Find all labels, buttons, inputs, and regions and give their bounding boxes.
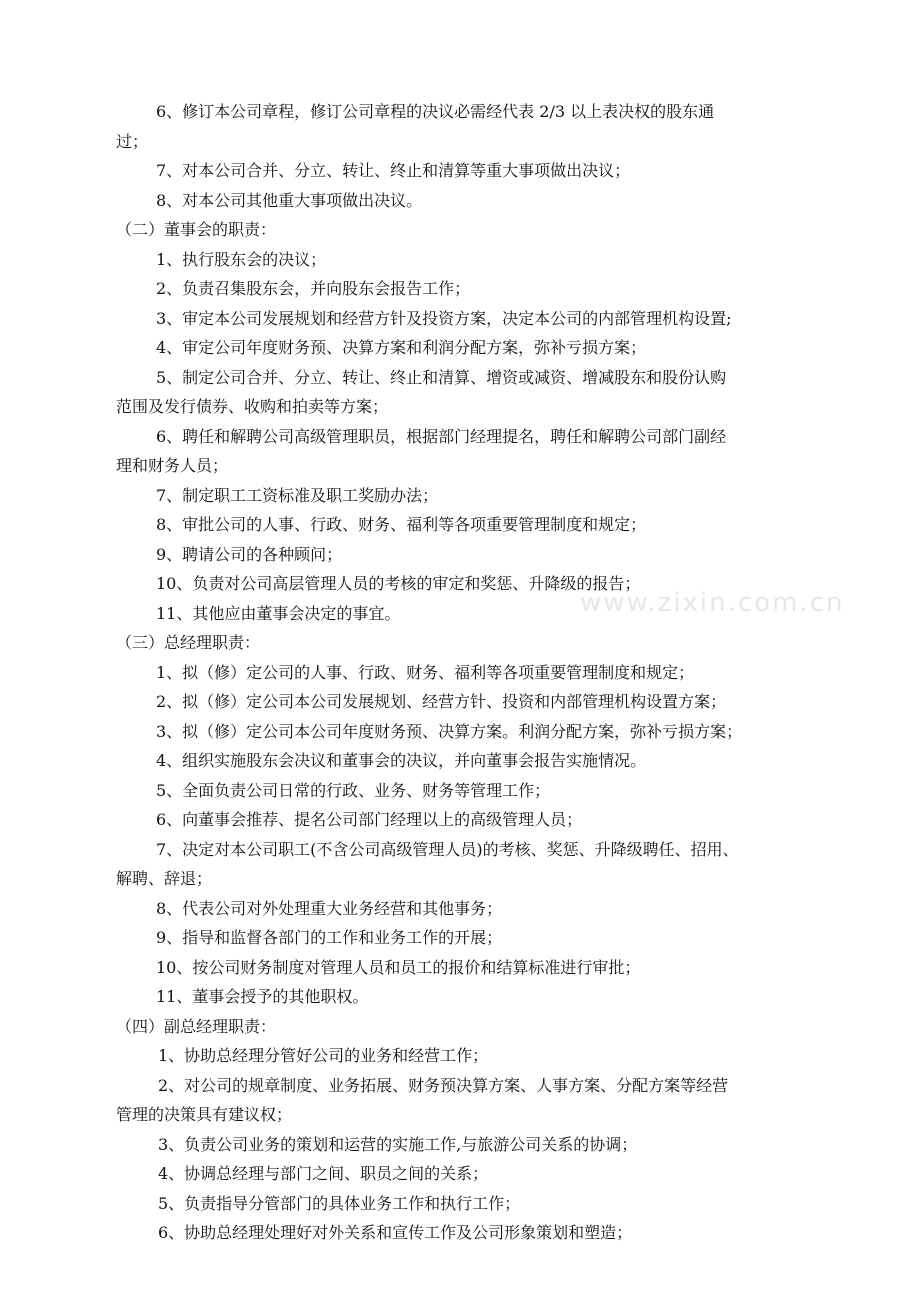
list-item: 2、拟（修）定公司本公司发展规划、经营方针、投资和内部管理机构设置方案；: [156, 692, 727, 711]
list-item: 7、对本公司合并、分立、转让、终止和清算等重大事项做出决议；: [156, 161, 631, 180]
list-item: 8、审批公司的人事、行政、财务、福利等各项重要管理制度和规定；: [156, 515, 647, 534]
list-item: 5、制定公司合并、分立、转让、终止和清算、增资或减资、增减股东和股份认购: [156, 367, 727, 387]
list-item: 6、聘任和解聘公司高级管理职员，根据部门经理提名，聘任和解聘公司部门副经: [156, 426, 727, 446]
list-item: 2、对公司的规章制度、业务拓展、财务预决算方案、人事方案、分配方案等经营: [158, 1075, 729, 1095]
list-item: 11、董事会授予的其他职权。: [156, 987, 369, 1006]
list-item-continuation: 解聘、辞退；: [116, 869, 213, 888]
list-item: 8、代表公司对外处理重大业务经营和其他事务；: [156, 898, 503, 918]
list-item: 1、拟（修）定公司的人事、行政、财务、福利等各项重要管理制度和规定；: [156, 662, 695, 682]
list-item: 7、制定职工工资标准及职工奖励办法；: [156, 485, 439, 505]
section-heading-board-duties: （二）董事会的职责：: [116, 220, 277, 239]
list-item: 4、审定公司年度财务预、决算方案和利润分配方案，弥补亏损方案；: [156, 338, 647, 357]
list-item: 10、按公司财务制度对管理人员和员工的报价和结算标准进行审批；: [156, 957, 641, 977]
document-body: [116, 97, 828, 1248]
list-item: 7、决定对本公司职工(不含公司高级管理人员)的考核、奖惩、升降级聘任、招用、: [156, 839, 739, 859]
watermark: www.zixin.com.cn: [580, 588, 845, 618]
list-item: 5、负责指导分管部门的具体业务工作和执行工作；: [158, 1193, 521, 1213]
list-item: 1、执行股东会的决议；: [156, 249, 327, 269]
list-item-continuation: 过；: [116, 131, 149, 151]
list-item: 8、对本公司其他重大事项做出决议。: [156, 190, 423, 210]
list-item: 3、负责公司业务的策划和运营的实施工作,与旅游公司关系的协调；: [158, 1134, 638, 1154]
list-item-continuation: 范围及发行债券、收购和拍卖等方案；: [116, 397, 389, 416]
section-heading-deputy-gm-duties: （四）副总经理职责：: [116, 1016, 277, 1036]
list-item: 4、组织实施股东会决议和董事会的决议，并向董事会报告实施情况。: [156, 751, 647, 770]
list-item-continuation: 管理的决策具有建议权；: [116, 1105, 293, 1124]
list-item: 3、审定本公司发展规划和经营方针及投资方案，决定本公司的内部管理机构设置;: [156, 308, 732, 328]
list-item: 3、拟（修）定公司本公司年度财务预、决算方案。利润分配方案，弥补亏损方案；: [156, 721, 743, 741]
list-item: 5、全面负责公司日常的行政、业务、财务等管理工作；: [156, 780, 551, 800]
list-item: 9、聘请公司的各种顾问；: [156, 544, 343, 564]
list-item: 10、负责对公司高层管理人员的考核的审定和奖惩、升降级的报告；: [156, 574, 641, 593]
list-item: 4、协调总经理与部门之间、职员之间的关系；: [158, 1164, 489, 1183]
list-item: 6、向董事会推荐、提名公司部门经理以上的高级管理人员；: [156, 810, 583, 829]
section-heading-gm-duties: （三）总经理职责：: [116, 633, 261, 652]
list-item-continuation: 理和财务人员；: [116, 456, 229, 475]
list-item: 6、修订本公司章程，修订公司章程的决议必需经代表 2/3 以上表决权的股东通: [156, 102, 715, 121]
list-item: 2、负责召集股东会，并向股东会报告工作；: [156, 279, 471, 298]
list-item: 11、其他应由董事会决定的事宜。: [156, 603, 401, 623]
list-item: 6、协助总经理处理好对外关系和宣传工作及公司形象策划和塑造；: [158, 1223, 633, 1242]
list-item: 1、协助总经理分管好公司的业务和经营工作；: [158, 1046, 489, 1065]
list-item: 9、指导和监督各部门的工作和业务工作的开展；: [156, 928, 503, 947]
